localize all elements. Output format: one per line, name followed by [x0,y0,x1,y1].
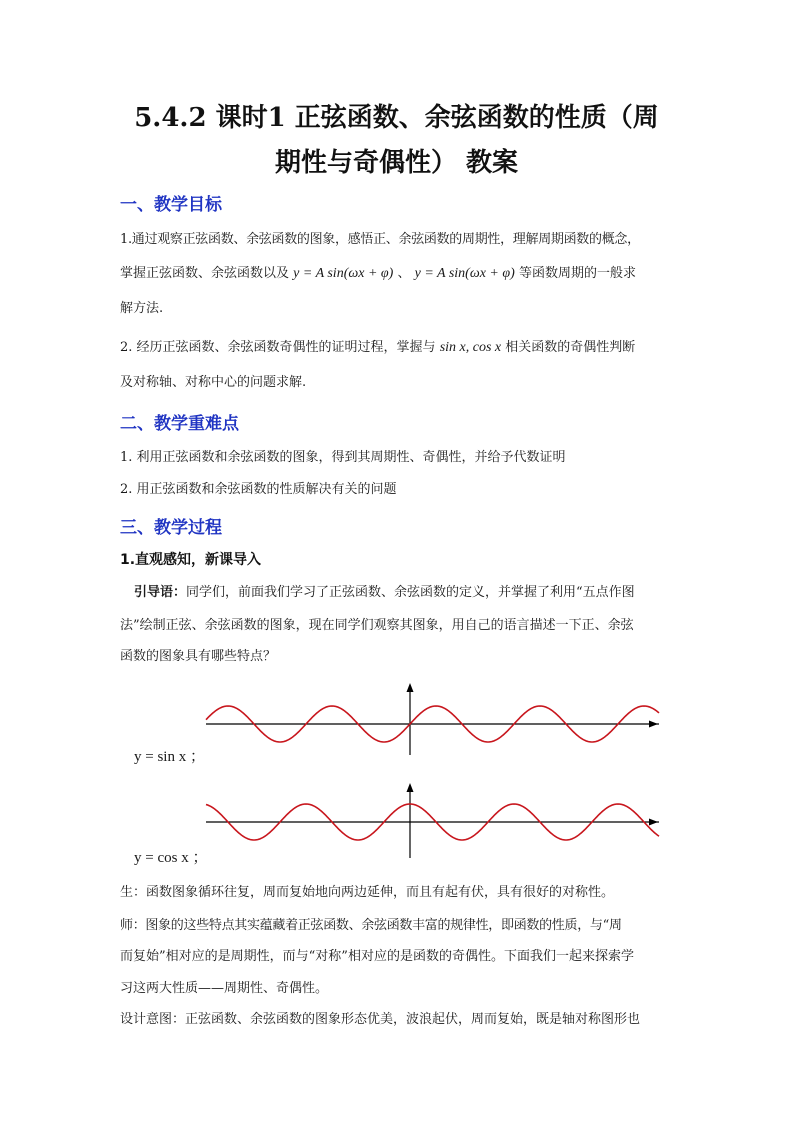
teacher-line-1: 师：图象的这些特点其实蕴藏着正弦函数、余弦函数丰富的规律性，即函数的性质，与“周 [120,918,622,933]
lead-line-1: 引导语：同学们，前面我们学习了正弦函数、余弦函数的定义，并掌握了利用“五点作图 [134,585,635,600]
cos-y-axis-arrow [407,783,414,792]
section-heading-objectives: 一、教学目标 [120,195,222,215]
sin-x-axis-arrow [649,721,658,728]
sin-curve [206,706,659,742]
section-heading-key-points: 二、教学重难点 [120,414,239,434]
page-title [100,96,693,186]
formula-asin-2: y = A sin(ωx + φ) [414,266,515,281]
student-response: 生：函数图象循环往复，周而复始地向两边延伸，而且有起有伏，具有很好的对称性。 [120,885,615,900]
objective-1-line-1: 1.通过观察正弦函数、余弦函数的图象，感悟正、余弦函数的周期性，理解周期函数的概念， [120,232,640,247]
objective-1-line-2: 掌握正弦函数、余弦函数以及 y = A sin(ωx + φ) 、 y = A sin(ωx + φ) 等函数周期的一般求 [120,266,636,281]
key-point-2: 2. 用正弦函数和余弦函数的性质解决有关的问题 [120,482,397,497]
cos-plot [206,783,659,858]
cos-label: y = cos x ； [134,850,208,866]
formula-sin-cos: sin x, cos x [439,340,502,355]
title-line-2: 期性与奇偶性） 教案 [274,148,519,178]
design-intent-line-1: 设计意图：正弦函数、余弦函数的图象形态优美，波浪起伏，周而复始，既是轴对称图形也 [120,1012,641,1027]
sin-plot [206,683,659,755]
formula-asin-1: y = A sin(ωx + φ) [293,266,394,281]
lead-label: 引导语： [134,585,187,600]
lead-line-2: 法”绘制正弦、余弦函数的图象，现在同学们观察其图象，用自己的语言描述一下正、余弦 [120,618,634,633]
cos-x-axis-arrow [649,819,658,826]
objective-2-line-1: 2. 经历正弦函数、余弦函数奇偶性的证明过程，掌握与 sin x, cos x 相关函数的奇偶性判断 [120,340,636,355]
objective-2-line-2: 及对称轴、对称中心的问题求解. [120,375,307,390]
objective-1-line-3: 解方法. [120,301,164,316]
cos-curve [206,804,659,840]
sin-y-axis-arrow [407,683,414,692]
teacher-line-2: 而复始”相对应的是周期性，而与“对称”相对应的是函数的奇偶性。下面我们一起来探索学 [120,949,634,964]
subheading-intro: 1.直观感知，新课导入 [120,552,262,568]
sin-label: y = sin x ； [134,749,205,765]
title-line-1: 5.4.2 课时1 正弦函数、余弦函数的性质（周 [134,103,659,133]
key-point-1: 1. 利用正弦函数和余弦函数的图象，得到其周期性、奇偶性，并给予代数证明 [120,450,566,465]
lead-line-3: 函数的图象具有哪些特点？ [120,649,277,664]
section-heading-process: 三、教学过程 [120,518,222,538]
teacher-line-3: 习这两大性质——周期性、奇偶性。 [120,981,329,996]
